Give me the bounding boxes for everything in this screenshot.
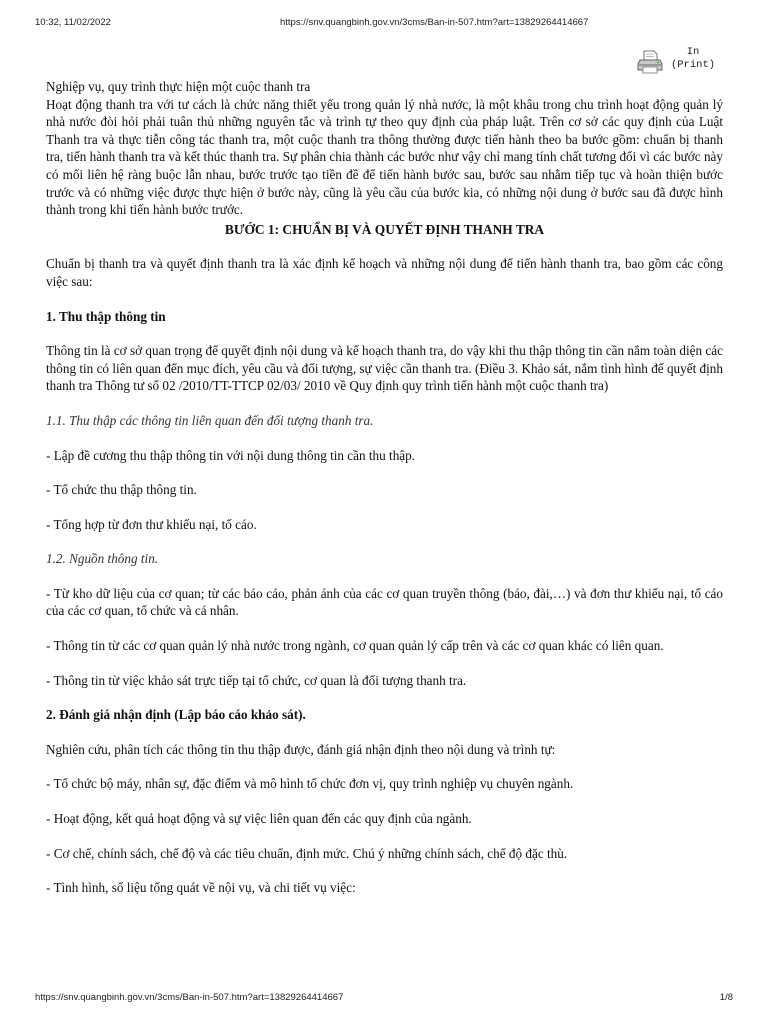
print-button-label (669, 46, 717, 72)
page-number: 1/8 (719, 992, 733, 1003)
subsection-1-2-heading: 1.2. Nguồn thông tin. (46, 551, 159, 567)
print-label-vi: In (686, 46, 700, 58)
bullet-item: - Tổng hợp từ đơn thư khiếu nại, tố cáo. (46, 516, 257, 532)
article-title: Nghiệp vụ, quy trình thực hiện một cuộc thanh tra (46, 79, 311, 94)
subsection-1-1-heading: 1.1. Thu thập các thông tin liên quan đến đối tượng thanh tra. (46, 412, 374, 428)
bullet-item: - Tổ chức bộ máy, nhân sự, đặc điểm và mô hình tổ chức đơn vị, quy trình nghiệp vụ chuyên ngành. (46, 776, 574, 792)
section2-intro: Nghiên cứu, phân tích các thông tin thu thập được, đánh giá nhận định theo nội dung và trình tự: (46, 741, 556, 757)
section1-heading: 1. Thu thập thông tin (46, 308, 166, 324)
print-header (0, 17, 768, 33)
print-header-url: https://snv.quangbinh.gov.vn/3cms/Ban-in-507.htm?art=13829264414667 (280, 17, 589, 28)
bullet-item: - Từ kho dữ liệu của cơ quan; từ các báo cáo, phản ánh của các cơ quan truyền thông (báo, đài,…) và đơn thư khiếu nại, tố cáo của các cơ quan, tổ chức và cá nhân. (46, 585, 723, 619)
article-intro: Hoạt động thanh tra với tư cách là chức năng thiết yếu trong quản lý nhà nước, là một khâu trong chu trình hoạt động quản lý nhà nước đòi hỏi phải tuân thủ những nguyên tắc và trình tự theo quy định của pháp luật. Trên cơ sở các quy định của Luật Thanh tra và thực tiễn công tác thanh tra, một cuộc thanh tra thông thường được tiến hành theo ba bước gồm: chuẩn bị thanh tra, tiến hành thanh tra và kết thúc thanh tra. Sự phân chia thành các bước như vậy chỉ mang tính chất tương đối vì các bước này có mối liên hệ ràng buộc lẫn nhau, bước trước tạo tiền đề để tiến hành bước sau, bước sau nhằm tiếp tục và hoàn thiện bước trước và có những việc được thực hiện ở bước này, cũng là yêu cầu của bước kia, có những nội dung ở bước sau đã được hình thành trong khi tiến hành bước trước. (46, 96, 723, 218)
bullet-item: - Cơ chế, chính sách, chế độ và các tiêu chuẩn, định mức. Chú ý những chính sách, chế độ đặc thù. (46, 845, 568, 861)
article-body (46, 78, 723, 914)
print-label-en: (Print) (670, 59, 716, 71)
bullet-item: - Tổ chức thu thập thông tin. (46, 482, 197, 498)
section1-paragraph: Thông tin là cơ sở quan trọng để quyết định nội dung và kế hoạch thanh tra, do vậy khi thu thập thông tin cần nắm toàn diện các thông tin có liên quan đến mục đích, yêu cầu và đối tượng, sự việc cần thanh tra. (Điều 3. Khảo sát, nắm tình hình để quyết định thanh tra Thông tư số 02 /2010/TT-TTCP 02/03/ 2010 về Quy định quy trình tiến hành một cuộc thanh tra) (46, 343, 723, 394)
step1-intro: Chuẩn bị thanh tra và quyết định thanh tra là xác định kế hoạch và những nội dung để tiến hành thanh tra, bao gồm các công việc sau: (46, 256, 723, 289)
bullet-item: - Hoạt động, kết quả hoạt động và sự việc liên quan đến các quy định của ngành. (46, 811, 472, 827)
print-footer-url: https://snv.quangbinh.gov.vn/3cms/Ban-in-507.htm?art=13829264414667 (35, 992, 344, 1003)
bullet-item: - Thông tin từ các cơ quan quản lý nhà nước trong ngành, cơ quan quản lý cấp trên và các cơ quan khác có liên quan. (46, 638, 664, 654)
section2-heading: 2. Đánh giá nhận định (Lập báo cáo khảo sát). (46, 707, 306, 723)
printer-icon (637, 50, 663, 74)
print-footer (0, 992, 768, 1008)
bullet-item: - Lập đề cương thu thập thông tin với nội dung thông tin cần thu thập. (46, 447, 416, 463)
bullet-item: - Thông tin từ việc khảo sát trực tiếp tại tổ chức, cơ quan là đối tượng thanh tra. (46, 672, 467, 688)
step1-heading: BƯỚC 1: CHUẨN BỊ VÀ QUYẾT ĐỊNH THANH TRA (224, 221, 545, 237)
print-datetime: 10:32, 11/02/2022 (35, 17, 111, 28)
print-button[interactable] (637, 46, 717, 76)
bullet-item: - Tình hình, số liệu tổng quát về nội vụ, và chi tiết vụ việc: (46, 880, 356, 896)
